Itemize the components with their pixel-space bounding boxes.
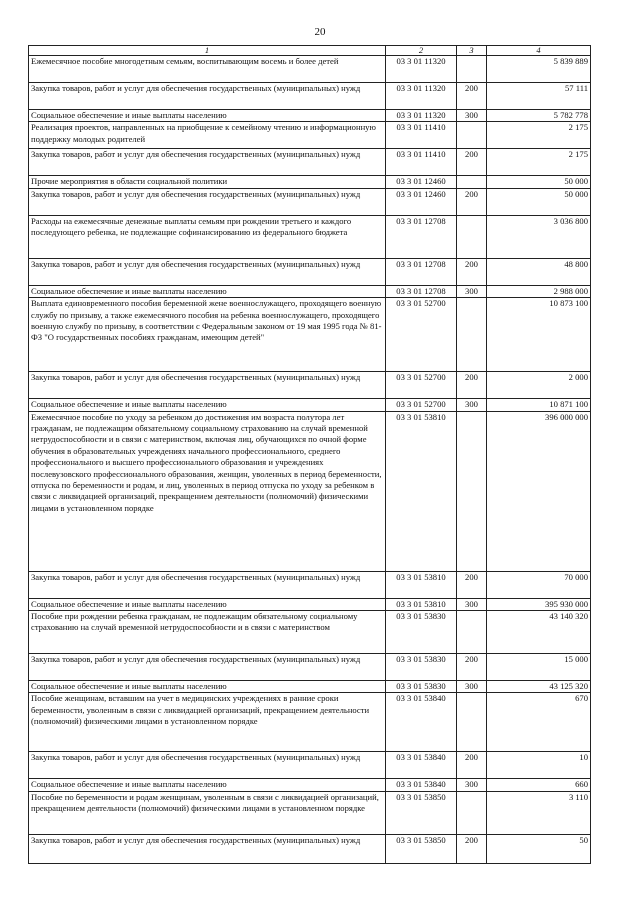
row-name-cell: Закупка товаров, работ и услуг для обеспечения государственных (муниципальных) нужд	[29, 258, 386, 285]
row-code-cell: 03 3 01 53850	[386, 834, 457, 863]
row-amount-cell: 396 000 000	[487, 411, 591, 571]
row-name-cell: Закупка товаров, работ и услуг для обеспечения государственных (муниципальных) нужд	[29, 188, 386, 215]
row-amount-cell: 50	[487, 834, 591, 863]
row-amount-cell: 57 111	[487, 83, 591, 110]
row-amount-cell: 10	[487, 752, 591, 779]
table-row	[29, 285, 591, 297]
header-col-1: 1	[29, 46, 386, 56]
row-code-cell: 03 3 01 12708	[386, 215, 457, 258]
row-code-cell: 03 3 01 53830	[386, 654, 457, 681]
row-vr-cell: 200	[457, 258, 487, 285]
table-row	[29, 122, 591, 149]
table-row	[29, 215, 591, 258]
row-vr-cell	[457, 791, 487, 834]
table-row	[29, 176, 591, 188]
row-code-cell: 03 3 01 52700	[386, 372, 457, 399]
row-name-cell: Реализация проектов, направленных на приобщение к семейному чтению и информационную поддержку молодых родителей	[29, 122, 386, 149]
budget-table	[28, 45, 591, 864]
table-row	[29, 56, 591, 83]
table-row	[29, 372, 591, 399]
table-row	[29, 681, 591, 693]
table-row	[29, 298, 591, 372]
row-vr-cell: 200	[457, 654, 487, 681]
row-amount-cell: 5 782 778	[487, 110, 591, 122]
row-vr-cell: 200	[457, 834, 487, 863]
row-code-cell: 03 3 01 12708	[386, 258, 457, 285]
row-amount-cell: 2 175	[487, 122, 591, 149]
row-code-cell: 03 3 01 53840	[386, 779, 457, 791]
row-amount-cell: 670	[487, 693, 591, 752]
row-name-cell: Ежемесячное пособие многодетным семьям, воспитывающим восемь и более детей	[29, 56, 386, 83]
row-vr-cell	[457, 298, 487, 372]
row-name-cell: Социальное обеспечение и иные выплаты населению	[29, 110, 386, 122]
row-vr-cell: 300	[457, 285, 487, 297]
row-name-cell: Социальное обеспечение и иные выплаты населению	[29, 399, 386, 411]
row-amount-cell: 48 800	[487, 258, 591, 285]
row-vr-cell: 200	[457, 752, 487, 779]
row-code-cell: 03 3 01 11410	[386, 122, 457, 149]
row-amount-cell: 2 000	[487, 372, 591, 399]
table-row	[29, 188, 591, 215]
row-code-cell: 03 3 01 11320	[386, 110, 457, 122]
row-amount-cell: 2 175	[487, 149, 591, 176]
table-header-row	[29, 46, 591, 56]
table-row	[29, 110, 591, 122]
row-vr-cell	[457, 215, 487, 258]
row-name-cell: Закупка товаров, работ и услуг для обеспечения государственных (муниципальных) нужд	[29, 571, 386, 598]
row-vr-cell: 300	[457, 681, 487, 693]
row-code-cell: 03 3 01 52700	[386, 298, 457, 372]
header-col-4: 4	[487, 46, 591, 56]
row-code-cell: 03 3 01 53810	[386, 598, 457, 610]
row-amount-cell: 2 988 000	[487, 285, 591, 297]
row-amount-cell: 395 930 000	[487, 598, 591, 610]
row-code-cell: 03 3 01 12460	[386, 188, 457, 215]
row-name-cell: Закупка товаров, работ и услуг для обеспечения государственных (муниципальных) нужд	[29, 149, 386, 176]
row-vr-cell: 200	[457, 571, 487, 598]
row-name-cell: Закупка товаров, работ и услуг для обеспечения государственных (муниципальных) нужд	[29, 372, 386, 399]
row-vr-cell: 300	[457, 399, 487, 411]
row-name-cell: Закупка товаров, работ и услуг для обеспечения государственных (муниципальных) нужд	[29, 834, 386, 863]
row-amount-cell: 660	[487, 779, 591, 791]
row-name-cell: Закупка товаров, работ и услуг для обеспечения государственных (муниципальных) нужд	[29, 654, 386, 681]
row-vr-cell	[457, 56, 487, 83]
table-row	[29, 598, 591, 610]
row-vr-cell	[457, 176, 487, 188]
table-row	[29, 611, 591, 654]
row-amount-cell: 3 036 800	[487, 215, 591, 258]
row-name-cell: Пособие по беременности и родам женщинам, уволенным в связи с ликвидацией организаций, прекращением деятельности (полномочий) физическими лицами в установленном порядке	[29, 791, 386, 834]
row-name-cell: Социальное обеспечение и иные выплаты населению	[29, 779, 386, 791]
row-amount-cell: 50 000	[487, 176, 591, 188]
row-vr-cell: 300	[457, 598, 487, 610]
table-row	[29, 693, 591, 752]
row-name-cell: Социальное обеспечение и иные выплаты населению	[29, 285, 386, 297]
row-vr-cell: 200	[457, 149, 487, 176]
header-col-3: 3	[457, 46, 487, 56]
page-number: 20	[314, 26, 326, 38]
table-row	[29, 752, 591, 779]
row-amount-cell: 10 873 100	[487, 298, 591, 372]
row-code-cell: 03 3 01 11410	[386, 149, 457, 176]
table-row	[29, 399, 591, 411]
table-row	[29, 571, 591, 598]
row-code-cell: 03 3 01 11320	[386, 83, 457, 110]
table-row	[29, 149, 591, 176]
row-code-cell: 03 3 01 53810	[386, 411, 457, 571]
row-code-cell: 03 3 01 53830	[386, 681, 457, 693]
table-row	[29, 411, 591, 571]
table-row	[29, 83, 591, 110]
row-name-cell: Пособие при рождении ребенка гражданам, не подлежащим обязательному социальному страхованию на случай временной нетрудоспособности и в связи с материнством	[29, 611, 386, 654]
row-amount-cell: 50 000	[487, 188, 591, 215]
table-row	[29, 779, 591, 791]
row-code-cell: 03 3 01 12708	[386, 285, 457, 297]
row-vr-cell	[457, 693, 487, 752]
row-vr-cell: 300	[457, 779, 487, 791]
row-code-cell: 03 3 01 53840	[386, 752, 457, 779]
row-amount-cell: 3 110	[487, 791, 591, 834]
row-code-cell: 03 3 01 11320	[386, 56, 457, 83]
table-row	[29, 791, 591, 834]
row-vr-cell	[457, 611, 487, 654]
row-amount-cell: 43 140 320	[487, 611, 591, 654]
row-name-cell: Социальное обеспечение и иные выплаты населению	[29, 681, 386, 693]
row-name-cell: Ежемесячное пособие по уходу за ребенком до достижения им возраста полутора лет гражданам, не подлежащим обязательному социальному страхованию на случай временной нетрудоспособности и в связи с материнством, включая лиц, обучающихся по очной форме обучения в образовательных учреждениях начального профессионального, среднего профессионального и высшего профессионального образования и учреждениях послевузовского профессионального образования, женщин, уволенных в период беременности, отпуска по беременности и родам, и лиц, уволенных в период отпуска по уходу за ребенком в связи с ликвидацией организаций, прекращением деятельности (полномочий) физическими лицами в установленном порядке	[29, 411, 386, 571]
row-vr-cell: 200	[457, 372, 487, 399]
row-amount-cell: 43 125 320	[487, 681, 591, 693]
header-col-2: 2	[386, 46, 457, 56]
row-code-cell: 03 3 01 12460	[386, 176, 457, 188]
row-amount-cell: 5 839 889	[487, 56, 591, 83]
row-name-cell: Выплата единовременного пособия беременной жене военнослужащего, проходящего военную службу по призыву, а также ежемесячного пособия на ребенка военнослужащего, проходящего военную службу по призыву, в соответствии с Федеральным законом от 19 мая 1995 года № 81-ФЗ "О государственных пособиях гражданам, имеющим детей"	[29, 298, 386, 372]
row-vr-cell: 300	[457, 110, 487, 122]
row-code-cell: 03 3 01 53810	[386, 571, 457, 598]
row-name-cell: Закупка товаров, работ и услуг для обеспечения государственных (муниципальных) нужд	[29, 752, 386, 779]
table-row	[29, 258, 591, 285]
table-row	[29, 834, 591, 863]
table-row	[29, 654, 591, 681]
row-name-cell: Пособие женщинам, вставшим на учет в медицинских учреждениях в ранние сроки беременности, уволенным в связи с ликвидацией организаций, прекращением деятельности (полномочий) физическими лицами в установленном порядке	[29, 693, 386, 752]
row-code-cell: 03 3 01 52700	[386, 399, 457, 411]
row-name-cell: Прочие мероприятия в области социальной политики	[29, 176, 386, 188]
row-amount-cell: 15 000	[487, 654, 591, 681]
row-amount-cell: 10 871 100	[487, 399, 591, 411]
row-name-cell: Расходы на ежемесячные денежные выплаты семьям при рождении третьего и каждого последующего ребенка, не подлежащие софинансированию из федерального бюджета	[29, 215, 386, 258]
row-code-cell: 03 3 01 53840	[386, 693, 457, 752]
row-vr-cell	[457, 122, 487, 149]
row-name-cell: Закупка товаров, работ и услуг для обеспечения государственных (муниципальных) нужд	[29, 83, 386, 110]
row-amount-cell: 70 000	[487, 571, 591, 598]
row-name-cell: Социальное обеспечение и иные выплаты населению	[29, 598, 386, 610]
row-code-cell: 03 3 01 53850	[386, 791, 457, 834]
row-code-cell: 03 3 01 53830	[386, 611, 457, 654]
row-vr-cell: 200	[457, 83, 487, 110]
row-vr-cell	[457, 411, 487, 571]
budget-table-body	[29, 46, 591, 864]
row-vr-cell: 200	[457, 188, 487, 215]
